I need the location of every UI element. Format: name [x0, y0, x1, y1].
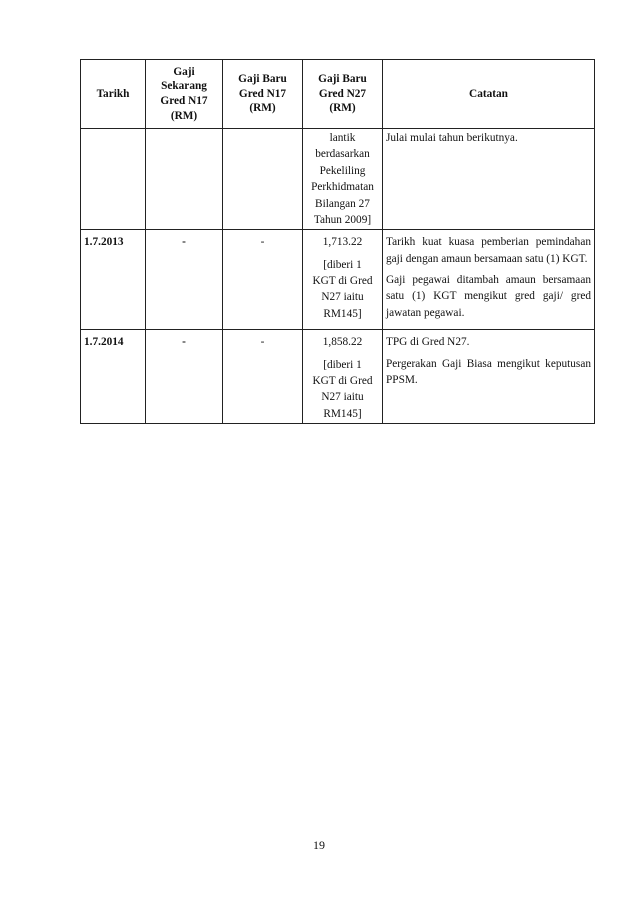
page-number: 19	[313, 838, 325, 852]
table-row	[81, 129, 595, 230]
table-header-row	[81, 60, 595, 129]
header-note: Catatan	[383, 60, 595, 129]
cell-new-n27: lantik berdasarkan Pekeliling Perkhidmatan Bilangan 27 Tahun 2009]	[303, 129, 383, 230]
cell-new-n27: 1,858.22 [diberi 1 KGT di Gred N27 iaitu RM145]	[303, 330, 383, 424]
cell-note: TPG di Gred N27. Pergerakan Gaji Biasa mengikut keputusan PPSM.	[383, 330, 595, 424]
cell-new-n17	[223, 129, 303, 230]
table-row	[81, 230, 595, 330]
cell-current-n17: -	[146, 230, 223, 330]
table-row	[81, 330, 595, 424]
header-new-n27: Gaji Baru Gred N27 (RM)	[303, 60, 383, 129]
cell-date: 1.7.2014	[81, 330, 146, 424]
cell-date: 1.7.2013	[81, 230, 146, 330]
header-date: Tarikh	[81, 60, 146, 129]
header-new-n17: Gaji Baru Gred N17 (RM)	[223, 60, 303, 129]
cell-note: Julai mulai tahun berikutnya.	[383, 129, 595, 230]
cell-note: Tarikh kuat kuasa pemberian pemindahan gaji dengan amaun bersamaan satu (1) KGT. Gaji pegawai ditambah amaun bersamaan satu (1) KGT mengikut gred gaji/ gred jawatan pegawai.	[383, 230, 595, 330]
salary-table	[80, 59, 595, 424]
cell-current-n17	[146, 129, 223, 230]
cell-date	[81, 129, 146, 230]
cell-current-n17: -	[146, 330, 223, 424]
header-current-n17: Gaji Sekarang Gred N17 (RM)	[146, 60, 223, 129]
cell-new-n27: 1,713.22 [diberi 1 KGT di Gred N27 iaitu RM145]	[303, 230, 383, 330]
cell-new-n17: -	[223, 230, 303, 330]
n27-value: 1,858.22	[322, 336, 363, 349]
cell-new-n17: -	[223, 330, 303, 424]
n27-value: 1,713.22	[322, 236, 363, 249]
